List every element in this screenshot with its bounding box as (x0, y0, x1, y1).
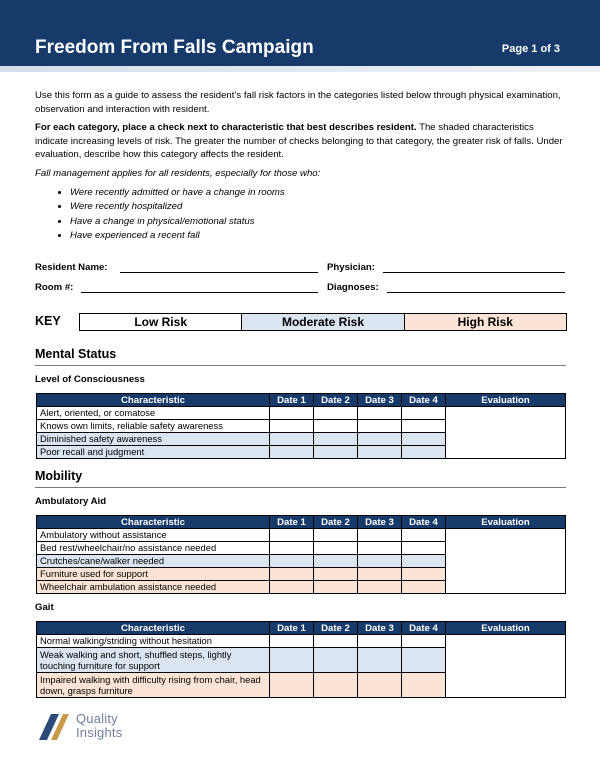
page-header (0, 0, 600, 66)
col-date2: Date 2 (314, 516, 358, 529)
bullet-list (52, 186, 285, 243)
evaluation-cell[interactable] (446, 407, 566, 459)
date-checkbox[interactable] (358, 446, 402, 459)
date-checkbox[interactable] (402, 673, 446, 698)
table-row (37, 407, 566, 420)
col-date1: Date 1 (270, 394, 314, 407)
date-checkbox[interactable] (358, 581, 402, 594)
date-checkbox[interactable] (358, 542, 402, 555)
date-checkbox[interactable] (270, 433, 314, 446)
logo-mark-icon (37, 712, 75, 742)
date-checkbox[interactable] (270, 648, 314, 673)
date-checkbox[interactable] (358, 648, 402, 673)
col-characteristic: Characteristic (37, 516, 270, 529)
date-checkbox[interactable] (314, 555, 358, 568)
instructions-text: The shaded characteristics indicate increasing levels of risk. The greater the number of checks belonging to that category, the greater risk of falls. Under evaluation, describe how this category affects the resident. (35, 122, 563, 161)
date-checkbox[interactable] (314, 420, 358, 433)
diagnoses-field[interactable] (387, 292, 565, 293)
diagnoses-label: Diagnoses: (327, 282, 379, 293)
ambulatory-aid-heading: Ambulatory Aid (35, 496, 107, 507)
date-checkbox[interactable] (314, 407, 358, 420)
date-checkbox[interactable] (358, 673, 402, 698)
col-date3: Date 3 (358, 516, 402, 529)
date-checkbox[interactable] (270, 555, 314, 568)
logo-line1: Quality (76, 711, 118, 726)
date-checkbox[interactable] (314, 529, 358, 542)
bullet-item: • Have experienced a recent fall (70, 229, 285, 243)
col-date4: Date 4 (402, 394, 446, 407)
date-checkbox[interactable] (402, 635, 446, 648)
date-checkbox[interactable] (270, 542, 314, 555)
consciousness-table (36, 393, 566, 459)
date-checkbox[interactable] (270, 635, 314, 648)
date-checkbox[interactable] (358, 420, 402, 433)
key-moderate-risk: Moderate Risk (242, 314, 404, 330)
characteristic-cell: Bed rest/wheelchair/no assistance needed (37, 542, 270, 555)
date-checkbox[interactable] (402, 420, 446, 433)
characteristic-cell: Impaired walking with difficulty rising from chair, head down, grasps furniture (37, 673, 270, 698)
fall-management-note: Fall management applies for all residents, especially for those who: (35, 168, 321, 179)
date-checkbox[interactable] (402, 568, 446, 581)
table-header-row (37, 394, 566, 407)
page-number: Page 1 of 3 (501, 43, 560, 55)
col-date2: Date 2 (314, 622, 358, 635)
date-checkbox[interactable] (314, 568, 358, 581)
date-checkbox[interactable] (358, 433, 402, 446)
room-label: Room #: (35, 282, 74, 293)
page-title: Freedom From Falls Campaign (35, 37, 314, 58)
evaluation-cell[interactable] (446, 529, 566, 594)
bullet-item: • Were recently hospitalized (70, 200, 285, 214)
date-checkbox[interactable] (314, 581, 358, 594)
characteristic-cell: Diminished safety awareness (37, 433, 270, 446)
characteristic-cell: Wheelchair ambulation assistance needed (37, 581, 270, 594)
date-checkbox[interactable] (270, 673, 314, 698)
key-low-risk: Low Risk (80, 314, 242, 330)
section-divider (35, 365, 566, 366)
resident-name-label: Resident Name: (35, 262, 108, 273)
table-row (37, 635, 566, 648)
date-checkbox[interactable] (270, 407, 314, 420)
date-checkbox[interactable] (314, 446, 358, 459)
date-checkbox[interactable] (270, 568, 314, 581)
col-date4: Date 4 (402, 516, 446, 529)
evaluation-cell[interactable] (446, 635, 566, 698)
key-high-risk: High Risk (405, 314, 566, 330)
date-checkbox[interactable] (358, 407, 402, 420)
characteristic-cell: Crutches/cane/walker needed (37, 555, 270, 568)
characteristic-cell: Weak walking and short, shuffled steps, lightly touching furniture for support (37, 648, 270, 673)
intro-paragraph: Use this form as a guide to assess the resident’s fall risk factors in the categories listed below through physical examination, observation and interaction with resident. (35, 90, 561, 115)
resident-name-field[interactable] (120, 272, 318, 273)
section-divider (35, 487, 566, 488)
date-checkbox[interactable] (314, 648, 358, 673)
date-checkbox[interactable] (402, 433, 446, 446)
col-date2: Date 2 (314, 394, 358, 407)
col-evaluation: Evaluation (446, 622, 566, 635)
physician-field[interactable] (383, 272, 565, 273)
date-checkbox[interactable] (270, 529, 314, 542)
date-checkbox[interactable] (314, 433, 358, 446)
gait-table (36, 621, 566, 698)
instructions-paragraph (35, 121, 565, 162)
date-checkbox[interactable] (270, 446, 314, 459)
characteristic-cell: Knows own limits, reliable safety awareness (37, 420, 270, 433)
risk-key (79, 313, 567, 331)
table-header-row (37, 622, 566, 635)
date-checkbox[interactable] (358, 555, 402, 568)
ambulatory-aid-table (36, 515, 566, 594)
characteristic-cell: Normal walking/striding without hesitation (37, 635, 270, 648)
col-evaluation: Evaluation (446, 516, 566, 529)
date-checkbox[interactable] (402, 529, 446, 542)
date-checkbox[interactable] (402, 446, 446, 459)
date-checkbox[interactable] (402, 581, 446, 594)
col-characteristic: Characteristic (37, 394, 270, 407)
date-checkbox[interactable] (314, 635, 358, 648)
logo-text (76, 712, 122, 740)
characteristic-cell: Alert, oriented, or comatose (37, 407, 270, 420)
characteristic-cell: Furniture used for support (37, 568, 270, 581)
room-field[interactable] (81, 292, 318, 293)
characteristic-cell: Poor recall and judgment (37, 446, 270, 459)
col-date3: Date 3 (358, 622, 402, 635)
date-checkbox[interactable] (314, 542, 358, 555)
date-checkbox[interactable] (402, 407, 446, 420)
mental-status-heading: Mental Status (35, 347, 117, 361)
mobility-heading: Mobility (35, 469, 83, 483)
date-checkbox[interactable] (402, 555, 446, 568)
col-date4: Date 4 (402, 622, 446, 635)
col-evaluation: Evaluation (446, 394, 566, 407)
date-checkbox[interactable] (402, 542, 446, 555)
date-checkbox[interactable] (358, 568, 402, 581)
col-date1: Date 1 (270, 516, 314, 529)
col-characteristic: Characteristic (37, 622, 270, 635)
date-checkbox[interactable] (314, 673, 358, 698)
physician-label: Physician: (327, 262, 375, 273)
col-date3: Date 3 (358, 394, 402, 407)
gait-heading: Gait (35, 602, 54, 613)
date-checkbox[interactable] (358, 529, 402, 542)
date-checkbox[interactable] (402, 648, 446, 673)
table-header-row (37, 516, 566, 529)
instructions-bold: For each category, place a check next to characteristic that best describes resident. (35, 122, 417, 133)
bullet-item: • Were recently admitted or have a change in rooms (70, 186, 285, 200)
table-row (37, 529, 566, 542)
date-checkbox[interactable] (358, 635, 402, 648)
characteristic-cell: Ambulatory without assistance (37, 529, 270, 542)
consciousness-heading: Level of Consciousness (35, 374, 145, 385)
key-label: KEY (35, 314, 61, 328)
header-divider (0, 66, 600, 72)
logo-line2: Insights (76, 725, 123, 740)
col-date1: Date 1 (270, 622, 314, 635)
date-checkbox[interactable] (270, 581, 314, 594)
bullet-item: • Have a change in physical/emotional status (70, 215, 285, 229)
date-checkbox[interactable] (270, 420, 314, 433)
